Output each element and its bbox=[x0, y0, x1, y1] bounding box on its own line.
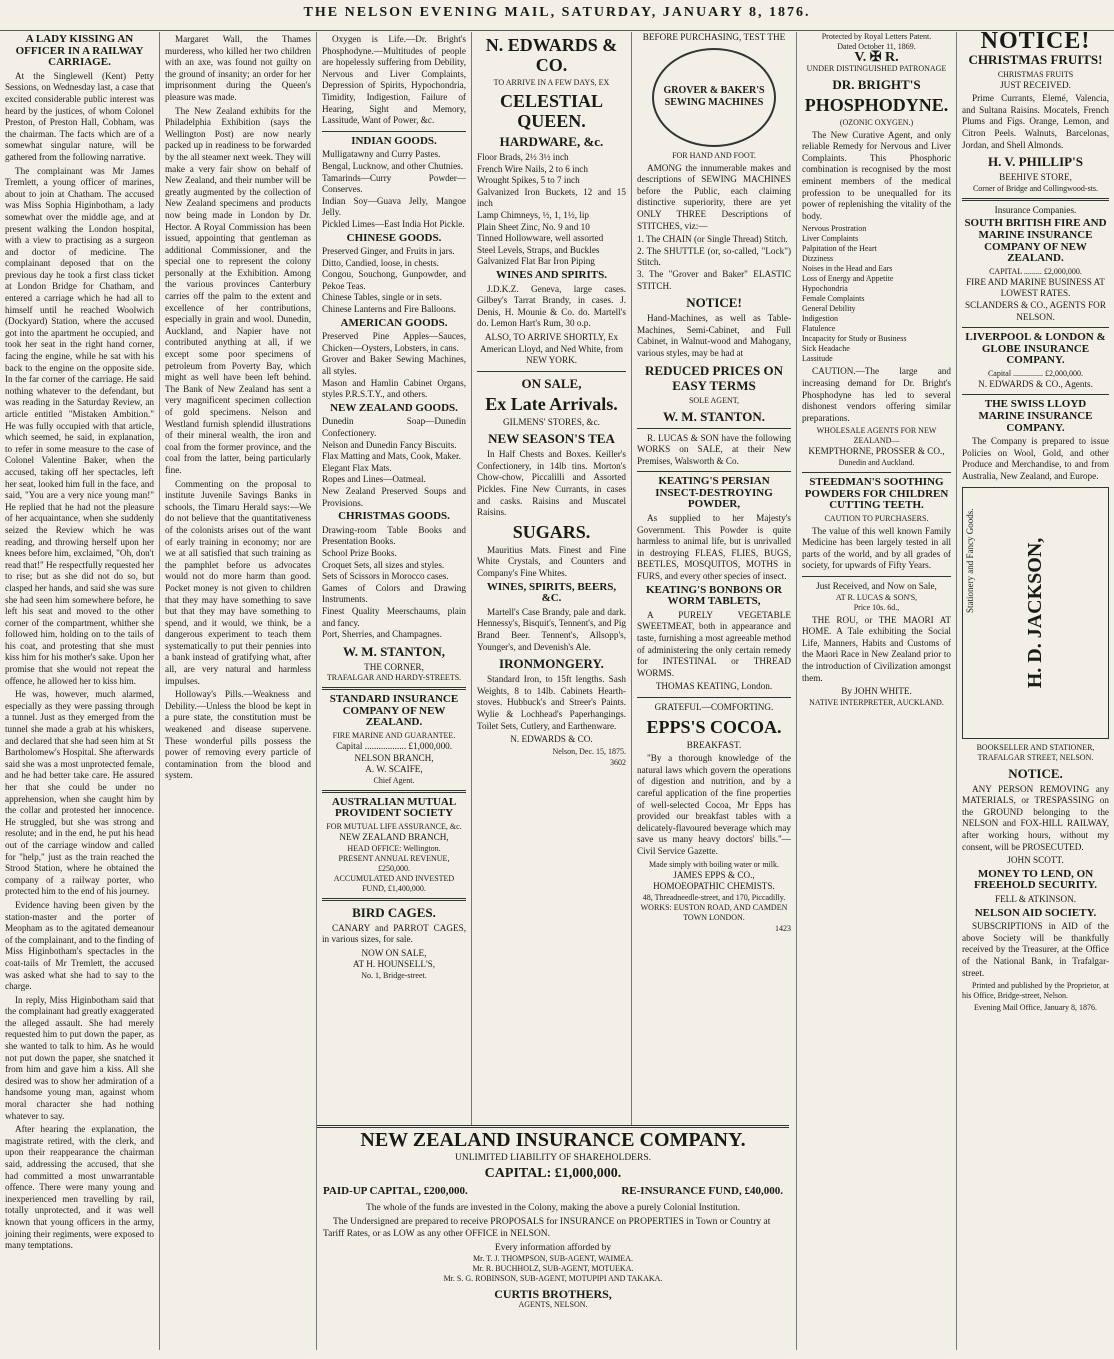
aid-society: NELSON AID SOCIETY. bbox=[974, 906, 1097, 919]
list-item: Indian Soy—Guava Jelly, Mangoe Jelly. bbox=[322, 195, 466, 218]
ship-name: CELESTIAL QUEEN. bbox=[499, 91, 604, 131]
nz-capital: CAPITAL: £1,000,000. bbox=[484, 1166, 622, 1181]
royal-crest-icon: V. ✠ R. bbox=[854, 50, 899, 65]
edwards-name: N. EDWARDS & CO. bbox=[485, 35, 618, 75]
list-item: Galvanized Flat Bar Iron Piping bbox=[477, 256, 595, 267]
aid-body: SUBSCRIPTIONS in AID of the above Society will be thankfully received by the Treasurer, at the Office of the National Bank, in Trafalgar-street. bbox=[962, 921, 1109, 978]
list-item: Finest Quality Meerschaums, plain and fancy. bbox=[322, 605, 466, 628]
list-item: Noises in the Head and Ears bbox=[802, 264, 893, 274]
capital-row bbox=[323, 1185, 783, 1197]
list-item: Drawing-room Table Books and Presentation Books. bbox=[322, 524, 466, 547]
stanton-addr2: TRAFALGAR AND HARDY-STREETS. bbox=[326, 673, 462, 683]
corner-address: Corner of Bridge and Collingwood-sts. bbox=[972, 183, 1099, 193]
epps-works: WORKS: EUSTON ROAD, AND CAMDEN TOWN LONDON. bbox=[640, 902, 788, 922]
ironmongery-title: IRONMONGERY. bbox=[499, 656, 604, 672]
liverpool-capital: Capital ............... £2,000,000. bbox=[987, 368, 1084, 378]
beehive-store: BEEHIVE STORE, bbox=[999, 172, 1072, 183]
unlimited-liability: UNLIMITED LIABILITY OF SHAREHOLDERS. bbox=[455, 1153, 651, 1163]
price: Price 10s. 6d., bbox=[853, 602, 900, 612]
curtis-agents: AGENTS, NELSON. bbox=[518, 1300, 588, 1309]
dunedin: Dunedin and Auckland. bbox=[838, 457, 915, 467]
list-item: French Wire Nails, 2 to 6 inch bbox=[477, 163, 588, 174]
list-item: 3. The "Grover and Baker" ELASTIC STITCH. bbox=[637, 268, 791, 291]
fire-marine: FIRE AND MARINE BUSINESS AT LOWEST RATES. bbox=[966, 276, 1105, 299]
article-paragraph: He was, however, much alarmed, especially as they were passing through a tunnel. Just as they emerged from the tunnel she made a grab at his whiskers, and declared that she had seen him at St Bartholomew's Hospital. She afterwards said she was a most unprotected female, and he had better take care. He assured her that she could be under no apprehension, when she caught him by the collar and protested her innocence. He struggled, but she was strong and resolute; and in the end, he put his head out of the carriage window and called for "help," just as the train reached the Strood Station, where he obtained the company of a railway porter, who protected him to the end of his journey. bbox=[5, 689, 154, 897]
list-item: Ropes and Lines—Oatmeal. bbox=[322, 474, 426, 485]
christmas-goods-list bbox=[322, 525, 466, 641]
edwards-arrive: TO ARRIVE IN A FEW DAYS, EX bbox=[493, 78, 610, 87]
wines2-body: Martell's Case Brandy, pale and dark. Hennessy's, Bisquit's, Tennent's, and Pig Brand Beer. Tennent's, Allsopp's, Younger's, and Devenish's Ale. bbox=[477, 606, 626, 652]
footer-line: Evening Mail Office, January 8, 1876. bbox=[974, 1003, 1097, 1013]
fell-atkinson: FELL & ATKINSON. bbox=[994, 893, 1077, 904]
chinese-goods-title: CHINESE GOODS. bbox=[346, 231, 442, 244]
epps-body: "By a thorough knowledge of the natural laws which govern the operations of digestion and nutrition, and by a careful application of the fine properties of well-selected Cocoa, Mr Epps has provided our breakfast tables with a delicately-flavoured beverage which may save us many heavy doctors' bills."—Civil Service Gazette. bbox=[637, 753, 791, 856]
notice-title: NOTICE! bbox=[980, 32, 1091, 54]
reinsurance-fund: RE-INSURANCE FUND, £40,000. bbox=[621, 1185, 783, 1197]
article-paragraph: Evidence having been given by the station-master and the porter of Meopham as to the agitated demeanour of the complainant, and to the finding of Miss Higinbotham's spectacles in the coat-tails of Mr Tremlett, the accused was asked what she had to say to the charge. bbox=[5, 899, 154, 992]
bird-cages-title: BIRD CAGES. bbox=[352, 904, 436, 920]
kempthorne: KEMPTHORNE, PROSSER & CO., bbox=[808, 446, 945, 457]
south-british-capital: CAPITAL ......... £2,000,000. bbox=[989, 266, 1082, 276]
phillips-name: H. V. PHILLIP'S bbox=[988, 154, 1083, 170]
patronage: UNDER DISTINGUISHED PATRONAGE bbox=[806, 63, 947, 73]
divider bbox=[962, 327, 1109, 328]
money-to-lend: MONEY TO LEND, ON FREEHOLD SECURITY. bbox=[973, 867, 1098, 892]
every-information: Every information afforded by bbox=[494, 1243, 612, 1253]
curtis-brothers: CURTIS BROTHERS, bbox=[494, 1287, 612, 1301]
maori-body: THE ROU, or THE MAORI AT HOME. A Tale exhibiting the Social Life, Manners, Habits and Customs of the Maori Race in New Zealand prior to the introduction of Civilization amongst them. bbox=[802, 614, 951, 683]
wholesale: WHOLESALE AGENTS FOR NEW ZEALAND— bbox=[816, 426, 937, 446]
grateful: GRATEFUL—COMFORTING. bbox=[654, 701, 774, 712]
edwards-agents: N. EDWARDS & CO., Agents. bbox=[978, 378, 1093, 389]
hardware-title: HARDWARE, &c. bbox=[499, 134, 604, 149]
native-interpreter: NATIVE INTERPRETER, AUCKLAND. bbox=[809, 697, 944, 707]
list-item: General Debility bbox=[802, 304, 856, 314]
column-1 bbox=[0, 32, 160, 1350]
list-item: 1. The CHAIN (or Single Thread) Stitch. bbox=[637, 234, 788, 245]
article-paragraph: After hearing the explanation, the magistrate retired, with the clerk, and upon their reappearance the chairman said, addressing the accused, that she had committed a most unwarrantable offence. There were many young and inexperienced men travelling by rail, totally unprotected, and it was well known that young officers in the army, joining their regiments, were exposed to many temptations. bbox=[5, 1124, 154, 1251]
indian-goods-title: INDIAN GOODS. bbox=[351, 134, 437, 147]
list-item: Steel Levels, Straps, and Buckles bbox=[477, 244, 600, 255]
list-item: Preserved Pine Apples—Sauces, Chicken—Oysters, Lobsters, in cans. bbox=[322, 331, 466, 353]
standard-branch: NELSON BRANCH, bbox=[354, 752, 434, 763]
stitches-list bbox=[637, 234, 791, 292]
list-item: Sick Headache bbox=[802, 344, 850, 354]
among-body: AMONG the innumerable makes and descriptions of SEWING MACHINES before the Public, each claiming distinctive superiority, there are yet ONLY THREE Descriptions of STITCHES, viz:— bbox=[637, 162, 791, 231]
list-item: Lamp Chimneys, ½, 1, 1½, lip bbox=[477, 209, 590, 220]
divider bbox=[637, 697, 791, 698]
list-item: Tamarinds—Curry Powder—Conserves. bbox=[322, 172, 466, 195]
list-item: Chinese Lanterns and Fire Balloons. bbox=[322, 304, 456, 315]
ironmongery-body: Standard Iron, to 15ft lengths. Sash Weights, 8 to 14lb. Cabinets Hearth-stoves. Hubbuck's and Streer's Paints. Wylie & Lochhead's Paperhangings. Toilet Sets, Cutlery, and Earthenware. bbox=[477, 674, 626, 731]
bird-cages-sale: NOW ON SALE, bbox=[361, 947, 427, 958]
wines2-title: WINES, SPIRITS, BEERS, &C. bbox=[486, 580, 617, 605]
list-item: Grover and Baker Sewing Machines, all styles. bbox=[322, 354, 466, 377]
steedman-body: The value of this well known Family Medicine has been largely tested in all parts of the world, and by all grades of society, for upwards of Fifty Years. bbox=[802, 525, 951, 571]
list-item: Nelson and Dunedin Fancy Biscuits. bbox=[322, 439, 457, 450]
new-tea: NEW SEASON'S TEA bbox=[488, 431, 615, 447]
just-received: Just Received, and Now on Sale, bbox=[816, 581, 937, 592]
keating-body: As supplied to her Majesty's Government. This Powder is quite harmless to animal life, but is unrivalled in destroying FLEAS, FLIES, BUGS, BEETLES, MOSQUITOS, MOTHS in FURS, and every other species of insect. bbox=[637, 513, 791, 582]
notice-title: NOTICE! bbox=[686, 295, 742, 311]
masthead: THE NELSON EVENING MAIL, SATURDAY, JANUARY 8, 1876. bbox=[0, 0, 1114, 31]
divider bbox=[477, 371, 626, 372]
john-scott: JOHN SCOTT. bbox=[1007, 855, 1064, 866]
caution-body: CAUTION.—The large and increasing demand for Dr. Bright's Phosphodyne has led to several dishonest vendors offering similar preparations. bbox=[802, 366, 951, 423]
column-7 bbox=[957, 32, 1114, 1350]
article-heading: A LADY KISSING AN OFFICER IN A RAILWAY CARRIAGE. bbox=[15, 33, 144, 69]
nz-insurance-title: NEW ZEALAND INSURANCE COMPANY. bbox=[360, 1129, 746, 1151]
divider bbox=[962, 198, 1109, 201]
liverpool-title: LIVERPOOL & LONDON & GLOBE INSURANCE COMPANY. bbox=[965, 331, 1106, 367]
lucas-son: AT R. LUCAS & SON'S, bbox=[835, 592, 918, 602]
christmas-fruits-sub: CHRISTMAS FRUITS bbox=[997, 69, 1074, 79]
list-item: Dunedin Soap—Dunedin Confectionery. bbox=[322, 416, 466, 438]
thomas-keating: THOMAS KEATING, London. bbox=[655, 681, 773, 692]
sclanders: SCLANDERS & CO., AGENTS FOR NELSON. bbox=[965, 299, 1106, 322]
nz-insurance-ad bbox=[317, 1125, 789, 1350]
article-paragraph: The complainant was Mr James Tremlett, a young officer of marines, about to join at Chatham. The accused was Miss Sophia Higinbotham, a lady somewhat over the middle age, and at present walking the London hospital, with a view to practising as a surgeon and doctor of medicine. The complainant deposed that on the previous day he took a first class ticket at London Bridge for Chatham, and entered a carriage which he had all to himself until he reached Woolwich (Dockyard) Station, where the accused got into the apartment he occupied, and took her seat in the right hand corner, facing the engine, while he sat with his back to the engine on the opposite side. In the far corner of the carriage. He said nothing whatever to the defendant, but was reading in the Saturday Review, an article entitled "Mistaken Ambition." He was fully occupied with that article, which seemed, he said, in explanation, to refer in some measure to the case of Colonel Valentine Baker, when the accused, taking off her spectacles, left her seat, looked him full in the face, and said, "You are a very nice young man!" He replied that he had not the pleasure of her acquaintance, when she suddenly seized the Review which he was reading, and throwing herself upon her knees before him, exclaimed, "Oh, don't read that!" He respectfully requested her to rise; but as she did not do so, but clasped her hands, and said she was sure she had seen him somewhere before, he left his seat and moved to the other corner of the compartment, whither she followed him, holding on to the tails of his coat, and protesting that she must kiss him for his mother's sake. Upon her promise that she would not repeat the offence, he allowed her to kiss him. bbox=[5, 165, 154, 686]
funds-invested: The whole of the funds are invested in the Colony, making the above a purely Colonial Institution. bbox=[365, 1203, 741, 1213]
edwards-date: Nelson, Dec. 15, 1875. bbox=[552, 746, 626, 756]
nz-goods-title: NEW ZEALAND GOODS. bbox=[330, 401, 458, 414]
sugars-body: Mauritius Mats. Finest and Fine White Crystals, and Counters and Company's Fine Whites. bbox=[477, 544, 626, 579]
article-paragraph: At the Singlewell (Kent) Petty Sessions, on Wednesday last, a case that excited considerable public interest was heard by the justices, of whom Colonel Preston, of Preston Hall, Cobham, was the chairman. The facts which are of a somewhat singular nature, will be gathered from the following narrative. bbox=[5, 70, 154, 162]
notice2-title: NOTICE. bbox=[1008, 765, 1063, 781]
divider bbox=[322, 131, 466, 132]
gilmens: GILMENS' STORES, &c. bbox=[503, 416, 600, 427]
amp-sub: FOR MUTUAL LIFE ASSURANCE, &c. bbox=[326, 822, 462, 832]
list-item: Congou, Souchong, Gunpowder, and Pekoe Teas. bbox=[322, 269, 466, 291]
column-6 bbox=[797, 32, 957, 1350]
by-john-white: By JOHN WHITE. bbox=[841, 686, 912, 697]
standard-agent: A. W. SCAIFE, bbox=[365, 764, 423, 775]
column-2 bbox=[160, 32, 317, 1350]
notice-body: Hand-Machines, as well as Table-Machines, Semi-Cabinet, and Full Cabinet, in Walnut-wood and Mahogany, various styles, may be had at bbox=[637, 313, 791, 358]
list-item: Croquet Sets, all sizes and styles. bbox=[322, 559, 445, 570]
south-british-title: SOUTH BRITISH FIRE AND MARINE INSURANCE COMPANY OF NEW ZEALAND. bbox=[964, 217, 1107, 265]
standard-capital: Capital .................. £1,000,000. bbox=[335, 741, 453, 752]
ailments-list bbox=[802, 224, 951, 364]
bird-cages-where: No. 1, Bridge-street. bbox=[361, 971, 427, 980]
list-item: Mulligatawny and Curry Pastes. bbox=[322, 149, 441, 160]
list-item: Lassitude bbox=[802, 354, 833, 364]
sub-agent-motueka: Mr. R. BUCHHOLZ, SUB-AGENT, MOTUEKA. bbox=[472, 1264, 634, 1273]
hand-foot: FOR HAND AND FOOT. bbox=[672, 150, 756, 160]
list-item: New Zealand Preserved Soups and Provisions. bbox=[322, 485, 466, 508]
christmas-fruits: CHRISTMAS FRUITS! bbox=[968, 51, 1103, 67]
article-paragraph: In reply, Miss Higinbotham said that the complainant had greatly exaggerated the alleged assault. She had merely requested him to put down the paper, as she wanted to talk to him. As he would not put down the paper, she snatched it from him and gave him a kiss. All she desired was to show her admiration of a handsome young man, against whom moral character she had nothing whatever to say. bbox=[5, 994, 154, 1121]
just-received: JUST RECEIVED. bbox=[1000, 79, 1071, 90]
list-item: 2. The SHUTTLE (or, so-called, "Lock") Stitch. bbox=[637, 245, 791, 268]
list-item: Nervous Prostration bbox=[802, 224, 867, 234]
standard-role: Chief Agent. bbox=[373, 775, 415, 785]
list-item: Palpitation of the Heart bbox=[802, 244, 877, 254]
indian-goods-list bbox=[322, 149, 466, 230]
divider bbox=[322, 790, 466, 793]
swiss-lloyd-title: THE SWISS LLOYD MARINE INSURANCE COMPANY. bbox=[978, 398, 1093, 434]
divider bbox=[322, 898, 466, 901]
list-item: Preserved Ginger, and Fruits in jars. bbox=[322, 246, 455, 257]
article-paragraph: The New Zealand exhibits for the Philadelphia Exhibition (says the Wellington Post) are now nearly packed up in readiness to be forwarded by the all steamer next week. They will make a very fair show on behalf of New Zealand, and their number will be greatly augmented by the collection of New Zealand specimens and products now being made in London by Dr. Hector. A Royal Commission has been issued, appointing that gentleman as additional Commissioner, and the special one to represent the colony personally at the Exhibition. Among the various provinces Canterbury carries off the palm to the extent and excellence of her contributions, especially in grain and wool. Dunedin, Auckland, and Napier have not contributed anything at all, if we except some poor specimens of petroleum from Poverty Bay, which might as well have been left behind. The Bank of New Zealand has sent a very magnificent specimen collection of gold specimens. Nelson and Westland furnish splendid illustrations of their mineral wealth, the iron and coal from the former province, and the coal from the latter, being particularly fine. bbox=[165, 105, 311, 475]
list-item: Bengal, Lucknow, and other Chutnies. bbox=[322, 160, 464, 171]
phosphodyne-title: PHOSPHODYNE. bbox=[804, 94, 949, 115]
notice2-body: ANY PERSON REMOVING any MATERIALS, or TRESPASSING on the GROUND belonging to the NELSON and FOX-HILL RAILWAY, after working hours, without my consent, will be PROSECUTED. bbox=[962, 783, 1109, 852]
also-arrive: ALSO, TO ARRIVE SHORTLY, Ex American Lloyd, and Ned White, from NEW YORK. bbox=[480, 331, 623, 366]
article-paragraph: Holloway's Pills.—Weakness and Debility.—Unless the blood be kept in a pure state, the constitution must be weakened and disease supervene. These wonderful pills possess the power of removing every particle of contamination from the blood and system. bbox=[165, 689, 311, 781]
sugars-title: SUGARS. bbox=[512, 521, 591, 542]
list-item: Indigestion bbox=[802, 314, 838, 324]
lucas-body: R. LUCAS & SON have the following WORKS on SALE, at their New Premises, Walsworth & Co. bbox=[637, 432, 791, 466]
james-epps: JAMES EPPS & CO., HOMOEOPATHIC CHEMISTS. bbox=[653, 869, 775, 892]
list-item: Dizziness bbox=[802, 254, 834, 264]
steedman-title: STEEDMAN'S SOOTHING POWDERS FOR CHILDREN CUTTING TEETH. bbox=[804, 475, 949, 512]
epps-title: EPPS'S COCOA. bbox=[646, 716, 782, 737]
list-item: Galvanized Iron Buckets, 12 and 15 inch bbox=[477, 186, 626, 209]
divider bbox=[802, 472, 951, 473]
ref-number: 1423 bbox=[775, 923, 791, 933]
list-item: Games of Colors and Drawing Instruments. bbox=[322, 582, 466, 605]
christmas-goods-title: CHRISTMAS GOODS. bbox=[338, 510, 450, 523]
reduced-prices: REDUCED PRICES ON EASY TERMS bbox=[645, 362, 783, 393]
late-arrivals: Ex Late Arrivals. bbox=[485, 393, 618, 414]
protected: Protected by Royal Letters Patent. bbox=[821, 32, 932, 41]
jackson-vertical-ad bbox=[962, 487, 1109, 739]
list-item: School Prize Books. bbox=[322, 547, 397, 558]
amp-title: AUSTRALIAN MUTUAL PROVIDENT SOCIETY bbox=[331, 795, 457, 820]
jackson-name: H. D. JACKSON, bbox=[1023, 537, 1046, 688]
amp-branch: NEW ZEALAND BRANCH, bbox=[339, 832, 449, 843]
list-item: Elegant Flax Mats. bbox=[322, 462, 392, 473]
list-item: Hypochondria bbox=[802, 284, 848, 294]
list-item: Port, Sherries, and Champagnes. bbox=[322, 629, 442, 640]
list-item: Loss of Energy and Appetite bbox=[802, 274, 894, 284]
divider bbox=[322, 687, 466, 690]
sub-agent-waimea: Mr. T. J. THOMPSON, SUB-AGENT, WAIMEA. bbox=[473, 1254, 633, 1263]
edwards-sign: N. EDWARDS & CO. bbox=[510, 734, 593, 745]
wines-body: J.D.K.Z. Geneva, large cases. Gilbey's Tarrat Brandy, in cases. J. Denis, H. Mounie & Co. do. Martell's do. Lemon Hart's Rum, 30 o.p. bbox=[477, 283, 626, 329]
list-item: Chinese Tables, single or in sets. bbox=[322, 292, 442, 303]
list-item: Incapacity for Study or Business bbox=[802, 334, 907, 344]
sub-agent-motupipi: Mr. S. G. ROBINSON, SUB-AGENT, MOTUPIPI AND TAKAKA. bbox=[443, 1274, 663, 1283]
list-item: Ditto, Candied, loose, in chests. bbox=[322, 257, 439, 268]
oxygen-ad: Oxygen is Life.—Dr. Bright's Phosphodyne.—Multitudes of people are hopelessly suffering from Debility, Nervous and Liver Complaints, Depression of Spirits, Hypochondria, Timidity, Indigestion, Failure of Hearing, Sight and Memory, Lassitude, Want of Power, &c. bbox=[322, 34, 466, 126]
amp-fund: ACCUMULATED AND INVESTED FUND, £1,400,000. bbox=[333, 873, 455, 893]
divider bbox=[637, 471, 791, 472]
divider bbox=[802, 576, 951, 577]
bonbons-title: KEATING'S BONBONS OR WORM TABLETS, bbox=[645, 583, 783, 608]
stationery-label: Stationery and Fancy Goods. bbox=[965, 508, 976, 613]
stanton-addr: THE CORNER, bbox=[364, 661, 424, 672]
epps-addr: 48, Threadneedle-street, and 170, Piccadilly. bbox=[642, 892, 786, 902]
american-goods-list bbox=[322, 331, 466, 401]
before-purchasing: BEFORE PURCHASING, TEST THE bbox=[642, 32, 786, 42]
list-item: Female Complaints bbox=[802, 294, 865, 304]
stanton-name: W. M. STANTON, bbox=[343, 643, 445, 659]
tea-body: In Half Chests and Boxes. Keiller's Confectionery, in 14lb tins. Morton's Chow-chow, Piccalilli and Assorted Pickles. Fine New Currants, in cases and casks. Raisins and Muscatel Raisins. bbox=[477, 449, 626, 518]
divider bbox=[637, 428, 791, 429]
wines-title: WINES AND SPIRITS. bbox=[496, 268, 607, 281]
breakfast: BREAKFAST. bbox=[686, 739, 742, 750]
bird-cages-body: CANARY and PARROT CAGES, in various sizes, for sale. bbox=[322, 922, 466, 945]
nz-goods-list bbox=[322, 416, 466, 509]
fruits-body: Prime Currants, Elemé, Valencia, and Sultana Raisins. Mocatels, French Plums and Figs. Orange, Lemon, and Citron Peels. Walnuts, Barcelonas, Jordan, and Shell Almonds. bbox=[962, 93, 1109, 150]
ref-number: 3602 bbox=[610, 758, 626, 768]
standard-title: STANDARD INSURANCE COMPANY OF NEW ZEALAND. bbox=[329, 693, 459, 729]
bonbons-body: A PURELY VEGETABLE SWEETMEAT, both in appearance and taste, furnishing a most agreeable method of administering the only certain remedy for INTESTINAL or THREAD WORMS. bbox=[637, 609, 791, 678]
list-item: Plain Sheet Zinc, No. 9 and 10 bbox=[477, 221, 590, 232]
insurance-companies: Insurance Companies. bbox=[994, 204, 1077, 215]
amp-revenue: PRESENT ANNUAL REVENUE, £250,000. bbox=[338, 853, 450, 873]
list-item: Pickled Limes—East India Hot Pickle. bbox=[322, 218, 465, 229]
printed-by: Printed and published by the Proprietor, at his Office, Bridge-street, Nelson. bbox=[962, 981, 1109, 1001]
amp-office: HEAD OFFICE: Wellington. bbox=[347, 843, 441, 853]
list-item: Floor Brads, 2½ 3½ inch bbox=[477, 152, 569, 162]
list-item: Flax Matting and Mats, Cook, Maker. bbox=[322, 451, 461, 462]
bird-cages-who: AT H. HOUNSELL'S, bbox=[352, 959, 436, 970]
list-item: Wrought Spikes, 5 to 7 inch bbox=[477, 175, 580, 186]
caution2: CAUTION TO PURCHASERS. bbox=[824, 513, 929, 523]
dated: Dated October 11, 1869. bbox=[837, 42, 916, 51]
ozonic: (OZONIC OXYGEN.) bbox=[839, 117, 914, 127]
dr-bright: DR. BRIGHT'S bbox=[832, 76, 921, 92]
undersigned-body: The Undersigned are prepared to receive PROPOSALS for INSURANCE on PROPERTIES in Town or Country at Tariff Rates, or as LOW as any other OFFICE in NELSON. bbox=[323, 1217, 771, 1239]
list-item: Sets of Scissors in Morocco cases. bbox=[322, 571, 449, 582]
standard-sub: FIRE MARINE AND GUARANTEE. bbox=[332, 731, 456, 741]
hardware-list bbox=[477, 152, 626, 268]
article-paragraph: Commenting on the proposal to institute Juvenile Savings Banks in schools, the Timaru Herald says:—We do not believe that the quantitativeness of the colonists arises out of the want of early training in economy; nor are we at all satisfied that such training as the pamphlet before us advocates would not do more harm than good. Pocket money is not given to children that they may have something to save but that they may have something to spend, and it would, we think, be a dangerous experiment to teach them systematically to put their pennies into a bank instead of gratifying what, after all, are very natural and harmless impulses. bbox=[165, 478, 311, 686]
list-item: Liver Complaints bbox=[802, 234, 859, 244]
american-goods-title: AMERICAN GOODS. bbox=[340, 316, 448, 329]
stanton-name: W. M. STANTON. bbox=[663, 408, 765, 424]
list-item: Mason and Hamlin Cabinet Organs, styles P.R.S.T.Y., and others. bbox=[322, 377, 466, 400]
list-item: Flatulence bbox=[802, 324, 836, 334]
on-sale: ON SALE, bbox=[521, 375, 582, 391]
divider bbox=[962, 394, 1109, 395]
made-simply: Made simply with boiling water or milk. bbox=[649, 859, 779, 869]
article-paragraph: Margaret Wall, the Thames murderess, who killed her two children with an axe, was found not guilty on the ground of insanity; an order for her imprisonment during the Queen's pleasure was made. bbox=[165, 34, 311, 102]
keating-title: KEATING'S PERSIAN INSECT-DESTROYING POWDER, bbox=[655, 475, 773, 511]
phos-body: The New Curative Agent, and only reliable Remedy for Nervous and Liver Complaints. This Phosphoric combination is recognised by the most eminent members of the medical profession to be unequalled for its power of replenishing the vitality of the body. bbox=[802, 129, 951, 221]
chinese-goods-list bbox=[322, 246, 466, 316]
sole-agent: SOLE AGENT, bbox=[688, 395, 740, 405]
jackson-sub: BOOKSELLER AND STATIONER, TRAFALGAR STREET, NELSON. bbox=[976, 742, 1095, 762]
list-item: Tinned Hollowware, well assorted bbox=[477, 233, 604, 244]
sewing-machine-badge: GROVER & BAKER'S SEWING MACHINES bbox=[652, 48, 776, 147]
swiss-body: The Company is prepared to issue Policies on Wool, Gold, and other Produce and Merchandise, to and from Australia, New Zealand, and Europe. bbox=[962, 436, 1109, 482]
paid-up-capital: PAID-UP CAPITAL, £200,000. bbox=[323, 1185, 468, 1197]
